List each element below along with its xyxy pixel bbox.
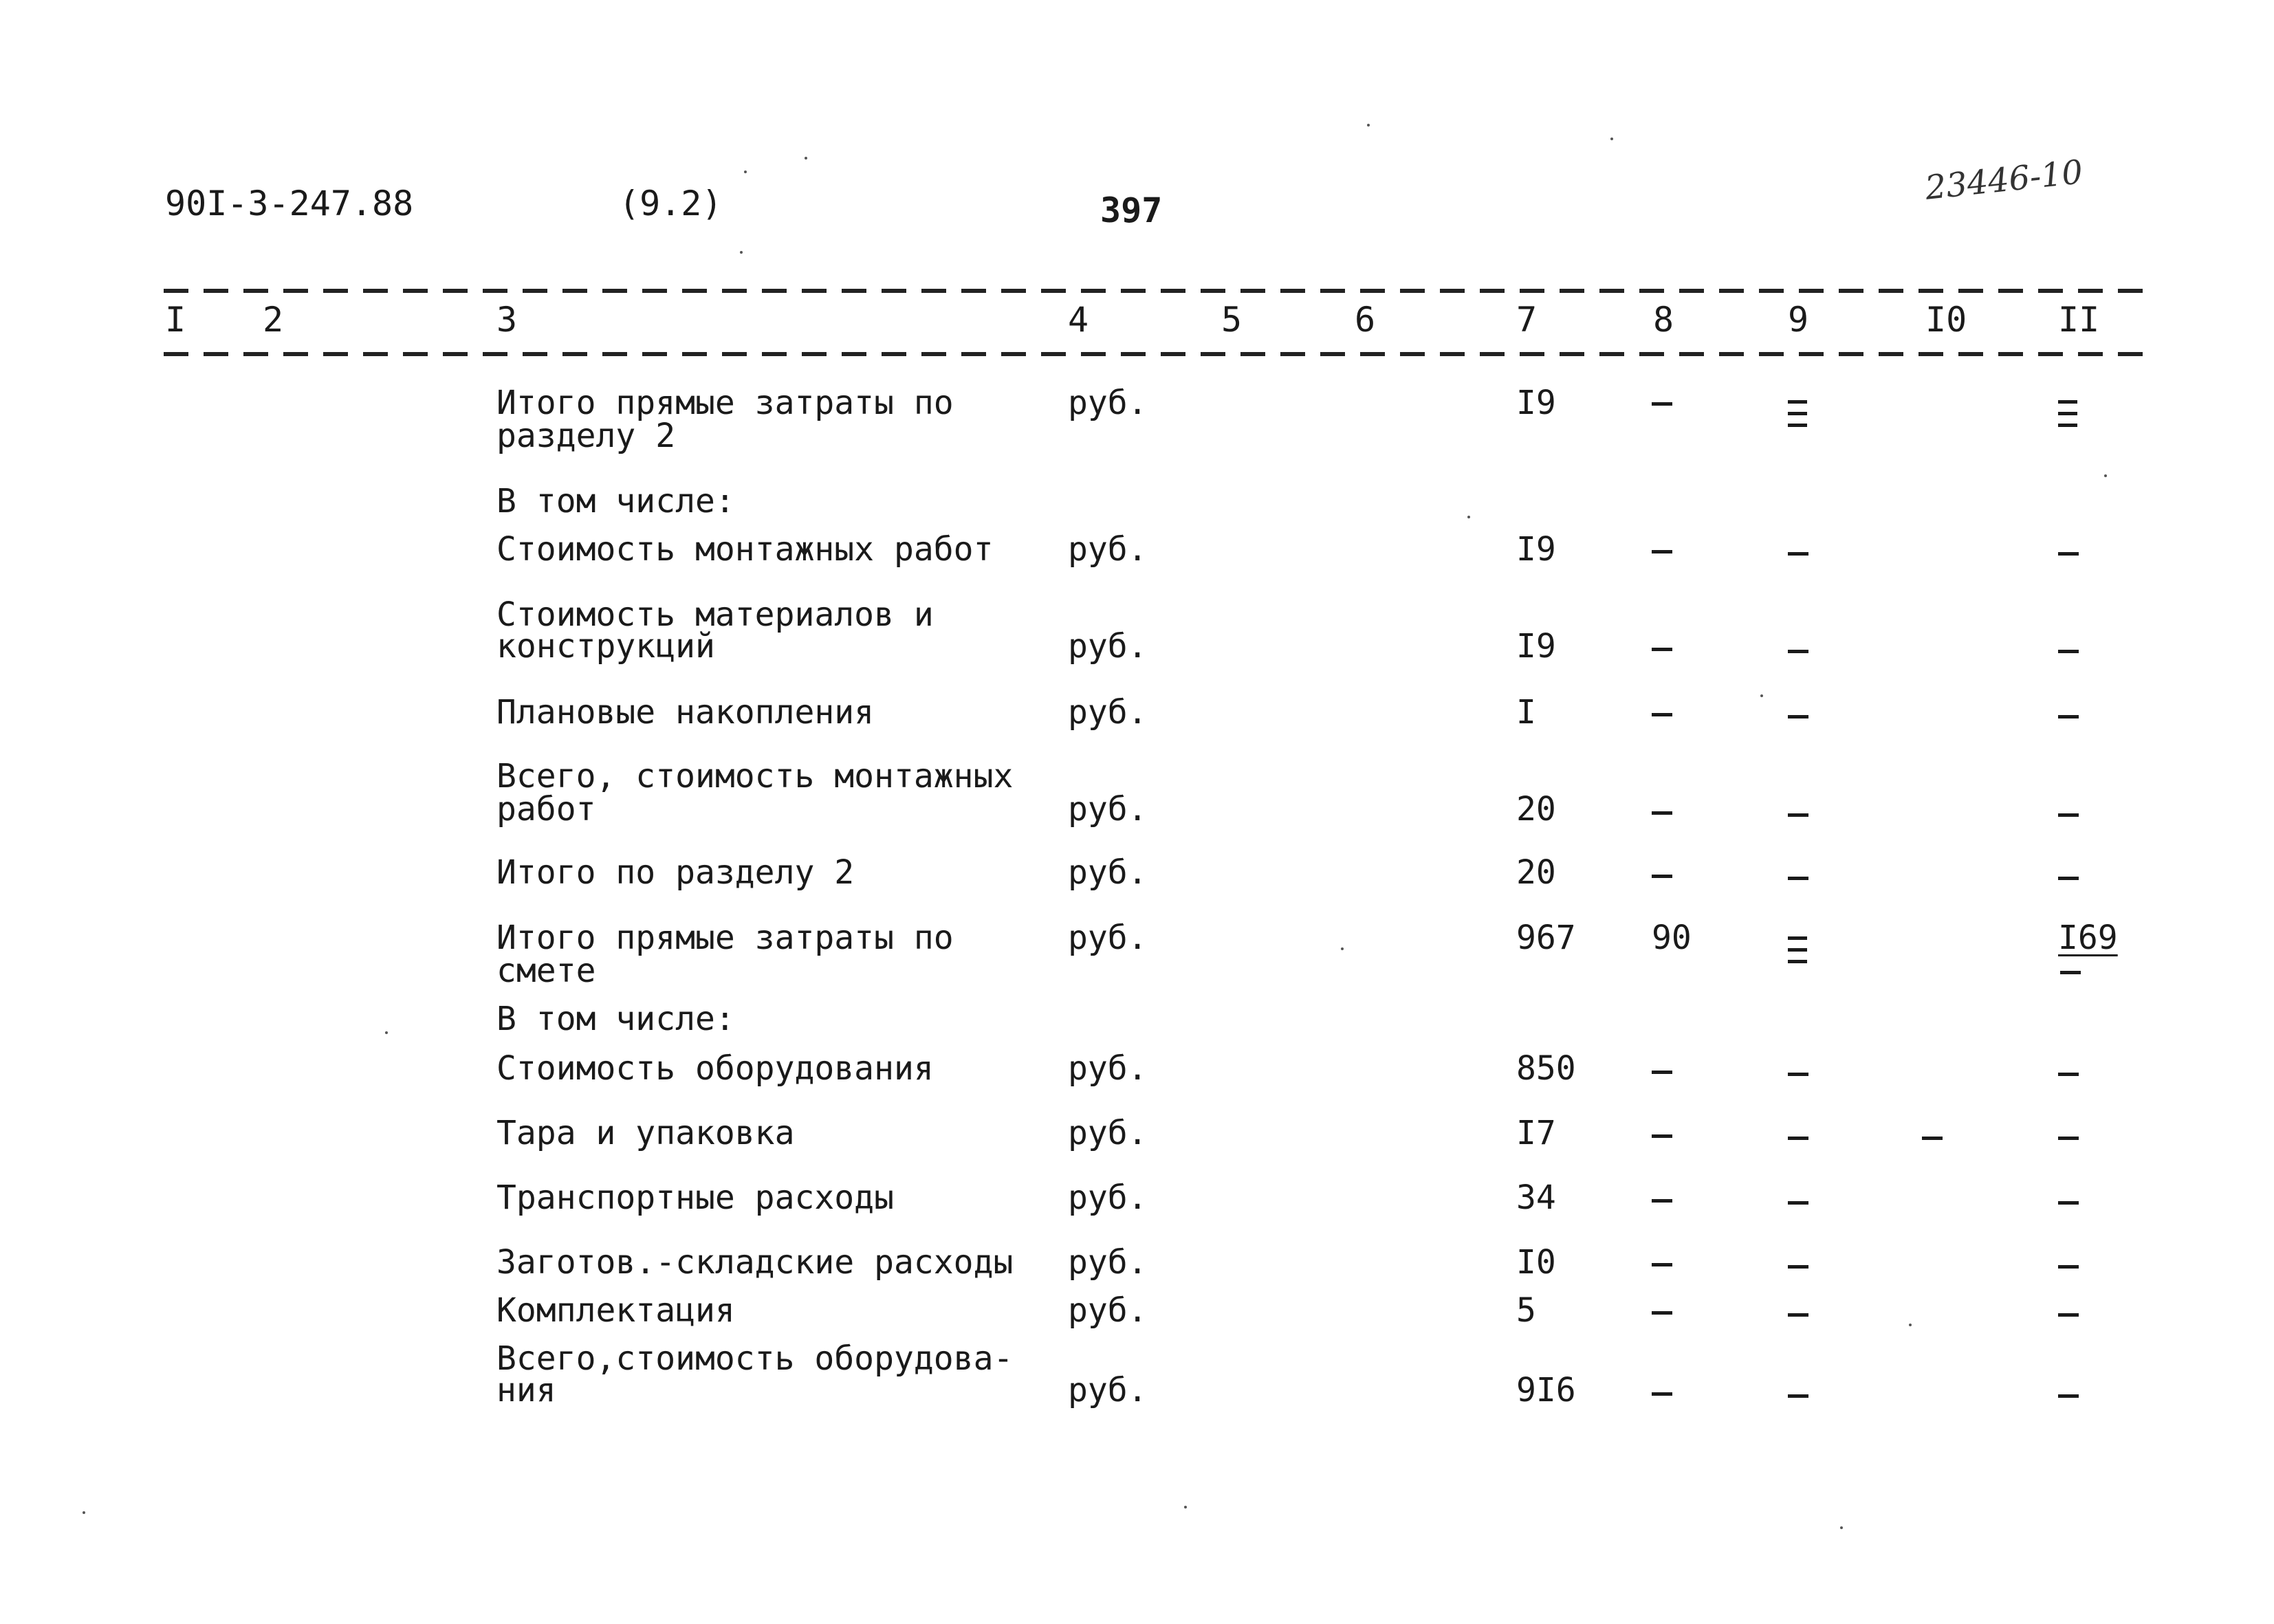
dash-col11 [2058, 813, 2079, 817]
subheading: В том числе: [496, 482, 735, 520]
unit-cell: руб. [1068, 1114, 1148, 1152]
row-label: Итого прямые затраты по [496, 384, 954, 422]
value-col7: I9 [1516, 627, 1556, 666]
scan-speck [1610, 138, 1613, 140]
dash-col9 [1788, 1313, 1808, 1317]
value-col7: 850 [1516, 1049, 1576, 1088]
row-label-continued: разделу 2 [496, 417, 676, 455]
row-label: Всего,стоимость оборудова- [496, 1339, 1014, 1378]
value-col7: 34 [1516, 1178, 1556, 1217]
scan-speck [1760, 694, 1763, 697]
row-label: Комплектация [496, 1291, 735, 1330]
dash-col10 [1922, 1137, 1943, 1140]
column-header-4: 4 [1068, 300, 1089, 340]
scan-speck [385, 1031, 388, 1034]
dash-col11 [2058, 650, 2079, 653]
dash-col11 [2060, 971, 2081, 974]
dash-col9 [1788, 813, 1808, 817]
dash-col9 [1788, 650, 1808, 653]
dash-col8 [1652, 1071, 1672, 1074]
dash-col8 [1652, 402, 1672, 406]
scan-speck [1840, 1526, 1843, 1529]
dash-col8 [1652, 1392, 1672, 1396]
table-header-rule [164, 352, 2143, 356]
value-col7: I [1516, 693, 1536, 732]
row-label: Заготов.-складские расходы [496, 1243, 1014, 1282]
value-col7: I0 [1516, 1243, 1556, 1282]
scan-speck [83, 1511, 85, 1514]
value-col11: I69 [2058, 919, 2118, 957]
scan-speck [1367, 124, 1370, 127]
scan-speck [1341, 947, 1344, 950]
dash-col8 [1652, 1134, 1672, 1138]
page-number: 397 [1100, 190, 1163, 230]
column-header-3: 3 [496, 300, 518, 340]
unit-cell: руб. [1068, 1371, 1148, 1409]
section-number: (9.2) [619, 184, 723, 223]
row-label: Стоимость оборудования [496, 1049, 934, 1088]
triple-dash-col9 [1788, 936, 1807, 963]
row-label: Тара и упаковка [496, 1114, 795, 1152]
dash-col9 [1788, 1201, 1808, 1205]
column-header-11: II [2058, 300, 2100, 340]
row-label-continued: работ [496, 790, 596, 829]
value-col7: I7 [1516, 1114, 1556, 1152]
unit-cell: руб. [1068, 853, 1148, 892]
value-col7: 20 [1516, 853, 1556, 892]
unit-cell: руб. [1068, 693, 1148, 732]
value-col7: I9 [1516, 530, 1556, 569]
row-label: Итого прямые затраты по [496, 919, 954, 957]
value-col7: 967 [1516, 919, 1576, 957]
row-label: Всего, стоимость монтажных [496, 757, 1014, 795]
column-header-7: 7 [1516, 300, 1538, 340]
scan-speck [1467, 516, 1470, 518]
scan-speck [1184, 1506, 1187, 1508]
value-col8: 90 [1652, 919, 1692, 957]
unit-cell: руб. [1068, 530, 1148, 569]
column-header-10: I0 [1925, 300, 1967, 340]
dash-col9 [1788, 1073, 1808, 1076]
row-label: Транспортные расходы [496, 1178, 894, 1217]
row-label: Стоимость монтажных работ [496, 530, 994, 569]
column-header-5: 5 [1221, 300, 1243, 340]
scan-speck [2104, 474, 2107, 477]
dash-col9 [1788, 1137, 1808, 1140]
subheading: В том числе: [496, 1000, 735, 1038]
unit-cell: руб. [1068, 790, 1148, 829]
unit-cell: руб. [1068, 627, 1148, 666]
value-col7: 20 [1516, 790, 1556, 829]
document-code: 90I-3-247.88 [165, 184, 414, 223]
row-label: Итого по разделу 2 [496, 853, 855, 892]
dash-col8 [1652, 1263, 1672, 1266]
dash-col8 [1652, 1199, 1672, 1203]
dash-col9 [1788, 877, 1808, 880]
dash-col9 [1788, 1394, 1808, 1398]
dash-col9 [1788, 1265, 1808, 1269]
triple-dash-col11 [2058, 400, 2077, 427]
dash-col11 [2058, 877, 2079, 880]
column-header-6: 6 [1355, 300, 1376, 340]
dash-col11 [2058, 1394, 2079, 1398]
column-header-2: 2 [263, 300, 284, 340]
value-col7: 9I6 [1516, 1371, 1576, 1409]
handwritten-stamp: 23446-10 [1923, 153, 2085, 208]
row-label: Стоимость материалов и [496, 595, 934, 634]
column-header-9: 9 [1788, 300, 1809, 340]
dash-col8 [1652, 550, 1672, 553]
dash-col11 [2058, 1313, 2079, 1317]
column-header-8: 8 [1653, 300, 1674, 340]
table-top-rule [164, 289, 2143, 293]
scan-speck [805, 157, 807, 160]
dash-col8 [1652, 713, 1672, 716]
value-col7: I9 [1516, 384, 1556, 422]
dash-col11 [2058, 715, 2079, 718]
dash-col11 [2058, 552, 2079, 556]
unit-cell: руб. [1068, 1243, 1148, 1282]
row-label-continued: конструкций [496, 627, 715, 666]
dash-col8 [1652, 875, 1672, 878]
scan-speck [740, 251, 743, 254]
row-label-continued: ния [496, 1371, 556, 1409]
dash-col11 [2058, 1073, 2079, 1076]
dash-col8 [1652, 1311, 1672, 1315]
dash-col11 [2058, 1265, 2079, 1269]
unit-cell: руб. [1068, 1178, 1148, 1217]
dash-col9 [1788, 552, 1808, 556]
row-label: Плановые накопления [496, 693, 875, 732]
dash-col11 [2058, 1137, 2079, 1140]
dash-col8 [1652, 811, 1672, 815]
unit-cell: руб. [1068, 384, 1148, 422]
dash-col8 [1652, 648, 1672, 651]
dash-col11 [2058, 1201, 2079, 1205]
unit-cell: руб. [1068, 1291, 1148, 1330]
column-header-1: I [165, 300, 186, 340]
dash-col9 [1788, 715, 1808, 718]
triple-dash-col9 [1788, 400, 1807, 427]
value-col7: 5 [1516, 1291, 1536, 1330]
unit-cell: руб. [1068, 919, 1148, 957]
scan-speck [744, 171, 747, 173]
row-label-continued: смете [496, 952, 596, 990]
scan-speck [1909, 1324, 1912, 1326]
unit-cell: руб. [1068, 1049, 1148, 1088]
